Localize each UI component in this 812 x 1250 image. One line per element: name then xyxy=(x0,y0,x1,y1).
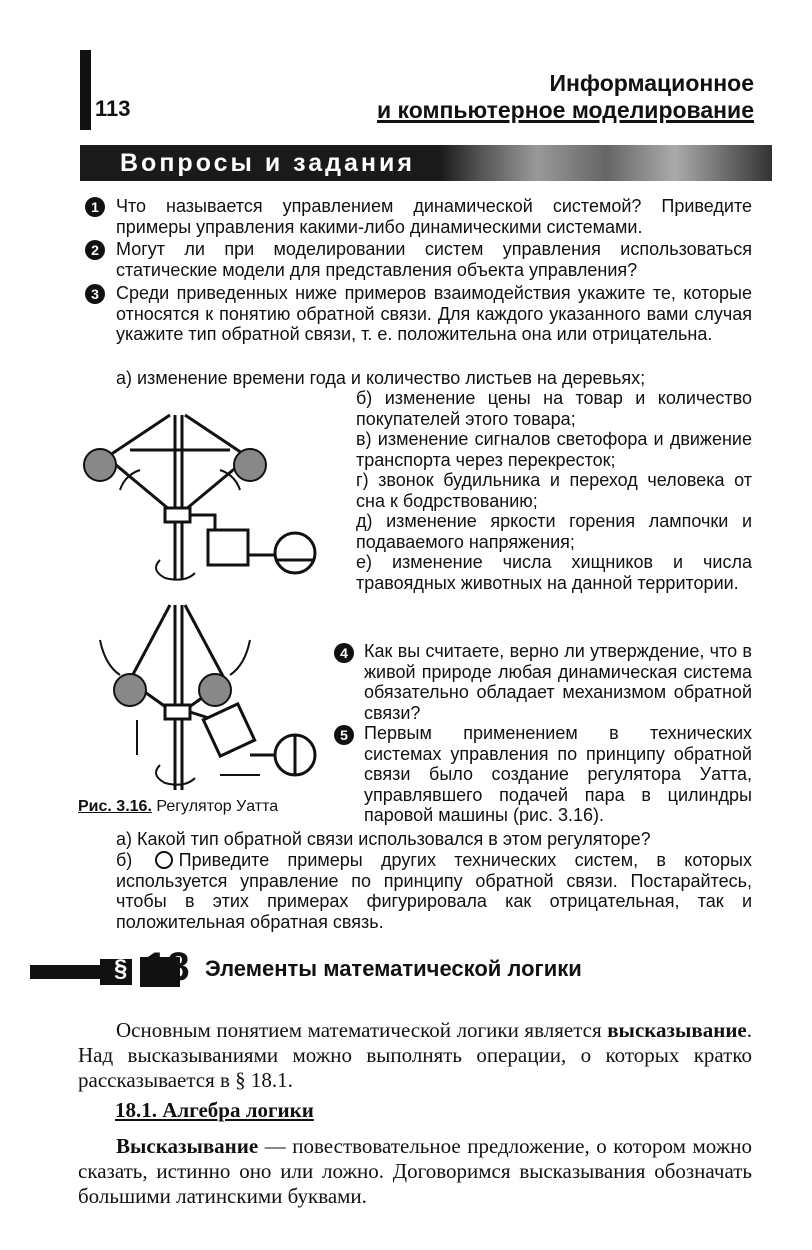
running-title-line1: Информационное xyxy=(549,70,754,96)
watt-governor-figure xyxy=(70,410,340,805)
spiral-icon xyxy=(155,851,173,869)
section-intro xyxy=(78,1018,752,1093)
section-number: 18 xyxy=(145,945,190,989)
running-title xyxy=(377,70,754,124)
question-bullet-2: 2 xyxy=(85,240,105,260)
margin-bar xyxy=(80,50,91,130)
question-bullet-4: 4 xyxy=(334,643,354,663)
question-3-item-d: д) изменение яркости горения лампочки и подаваемого напряжения; xyxy=(356,511,752,552)
section-intro-a: Основным понятием математической логики является xyxy=(116,1018,608,1042)
question-5-item-b-label: б) xyxy=(116,850,133,870)
questions-title: Вопросы и задания xyxy=(120,149,415,177)
question-5-item-b-text: Приведите примеры других технических систем, в которых используется управление по принципу обратной связи. Постарайтесь, чтобы в этих примерах фигурировала как отрицательная, так и положительная обратная связь. xyxy=(116,850,752,932)
section-intro-b: . Над высказываниями можно выполнять операции, о которых кратко рассказывается в § 18.1. xyxy=(78,1018,752,1092)
question-bullet-3: 3 xyxy=(85,284,105,304)
question-3-item-g: г) звонок будильника и переход человека от сна к бодрствованию; xyxy=(356,470,752,511)
question-bullet-5: 5 xyxy=(334,725,354,745)
question-5: Первым применением в технических системах управления по принципу обратной связи было создание регулятора Уатта, управлявшего подачей пара в цилиндры паровой машины (рис. 3.16). xyxy=(364,723,752,825)
figure-caption xyxy=(78,798,278,816)
question-1: Что называется управлением динамической системой? Приведите примеры управления какими-либо динамическими системами. xyxy=(116,196,752,237)
question-3-item-e: е) изменение числа хищников и числа травоядных животных на данной территории. xyxy=(356,552,752,593)
section-intro-bold: высказывание xyxy=(607,1018,747,1042)
question-3-item-v: в) изменение сигналов светофора и движение транспорта через перекресток; xyxy=(356,429,752,470)
question-3-item-a: а) изменение времени года и количество листьев на деревьях; xyxy=(116,368,646,388)
definition-term: Высказывание xyxy=(116,1134,259,1158)
question-3: Среди приведенных ниже примеров взаимодействия укажите те, которые относятся к понятию обратной связи. Для каждого указанного вами случая укажите тип обратной связи, т. е. положительна она или отрицательна. xyxy=(116,283,752,344)
section-symbol: § xyxy=(114,955,128,982)
subsection-title: 18.1. Алгебра логики xyxy=(115,1098,314,1122)
running-title-line2: и компьютерное моделирование xyxy=(377,97,754,123)
section-title: Элементы математической логики xyxy=(205,956,582,981)
definition-text: — повествовательное предложение, о котором можно сказать, истинно оно или ложно. Договоримся высказывания обозначать большими латинскими буквами. xyxy=(78,1134,752,1208)
question-2: Могут ли при моделировании систем управления использоваться статические модели для представления объекта управления? xyxy=(116,239,752,280)
question-5-item-b xyxy=(116,850,752,932)
question-4: Как вы считаете, верно ли утверждение, что в живой природе любая динамическая система обязательно обладает механизмом обратной связи? xyxy=(364,641,752,723)
question-bullet-1: 1 xyxy=(85,197,105,217)
question-3-items xyxy=(356,388,752,593)
question-5-item-a: а) Какой тип обратной связи использовался в этом регуляторе? xyxy=(116,829,651,849)
definition-paragraph xyxy=(78,1134,752,1209)
figure-caption-text: Регулятор Уатта xyxy=(156,798,279,815)
question-3-item-b: б) изменение цены на товар и количество покупателей этого товара; xyxy=(356,388,752,429)
figure-label: Рис. 3.16. xyxy=(78,798,152,815)
page-number: 113 xyxy=(95,96,131,121)
